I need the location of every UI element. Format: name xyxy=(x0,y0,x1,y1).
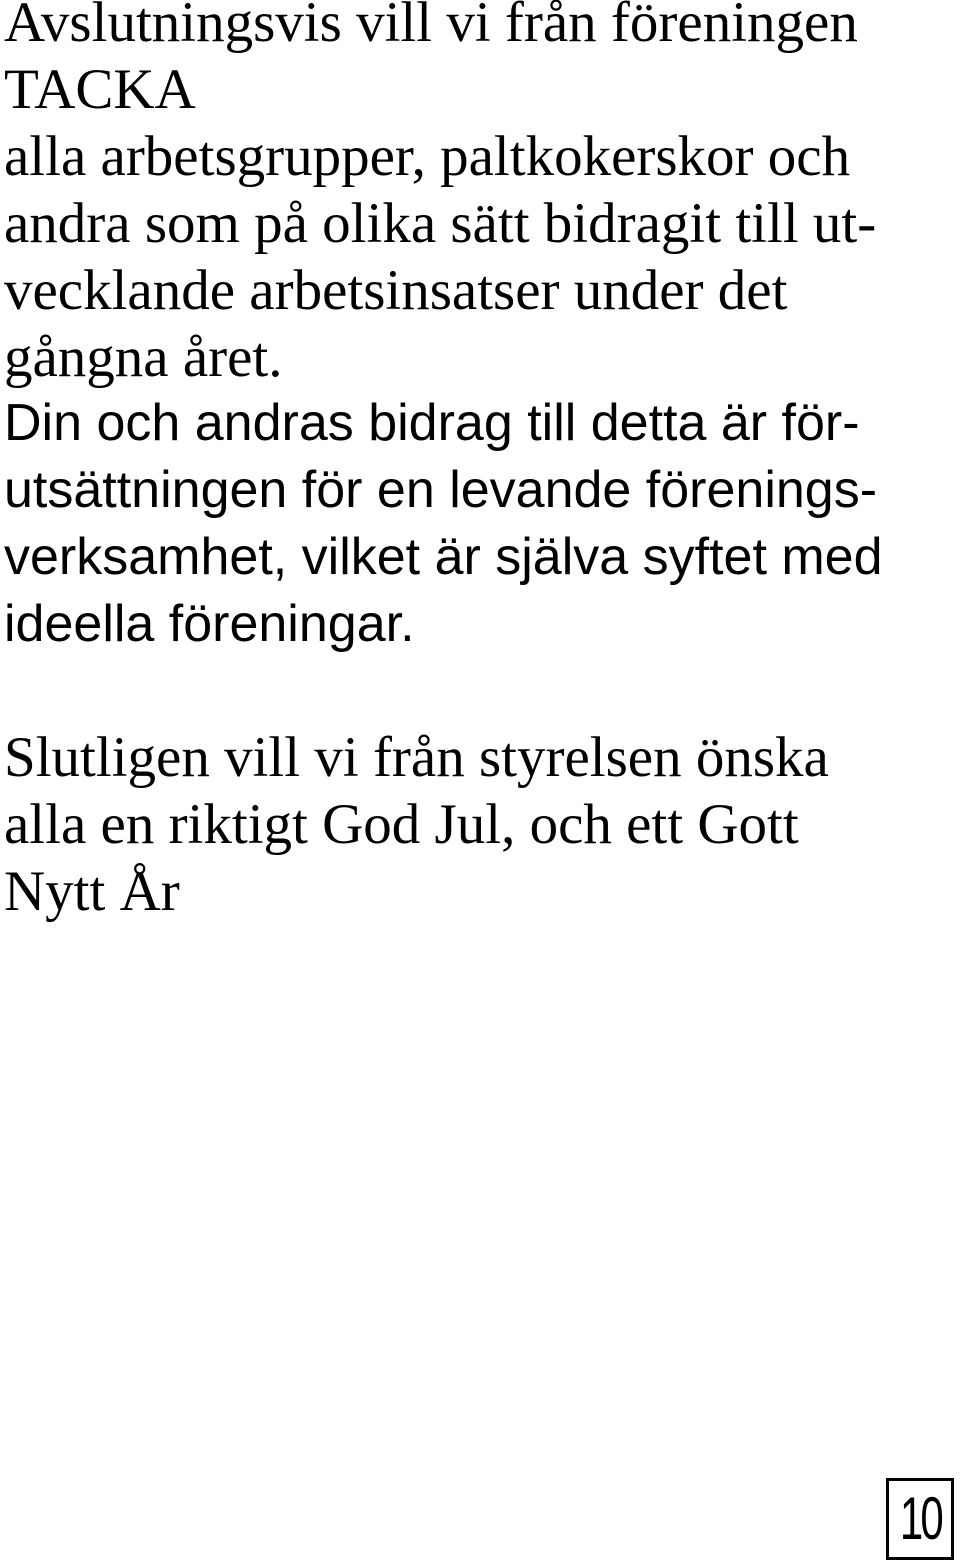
text-line: Nytt År xyxy=(4,860,180,923)
text-line: verksamhet, vilket är själva syftet med xyxy=(4,528,883,586)
page-number: 10 xyxy=(899,1485,941,1552)
paragraph-contribution xyxy=(4,390,883,658)
text-line: Avslutningsvis vill vi från föreningen xyxy=(4,0,858,54)
text-line: alla arbetsgrupper, paltkokerskor och xyxy=(4,125,851,188)
text-line: vecklande arbetsinsatser under det xyxy=(4,259,788,322)
text-line: TACKA xyxy=(4,58,196,121)
page-number-box xyxy=(886,1478,954,1560)
text-line: Din och andras bidrag till detta är för- xyxy=(4,394,860,452)
text-line: alla en riktigt God Jul, och ett Gott xyxy=(4,793,799,856)
text-line: Slutligen vill vi från styrelsen önska xyxy=(4,726,829,789)
text-line: gångna året. xyxy=(4,326,283,389)
paragraph-thanks xyxy=(4,0,876,391)
paragraph-greeting xyxy=(4,724,829,925)
text-line: ideella föreningar. xyxy=(4,595,415,653)
text-line: utsättningen för en levande förenings- xyxy=(4,461,878,519)
text-line: andra som på olika sätt bidragit till ut- xyxy=(4,192,877,255)
